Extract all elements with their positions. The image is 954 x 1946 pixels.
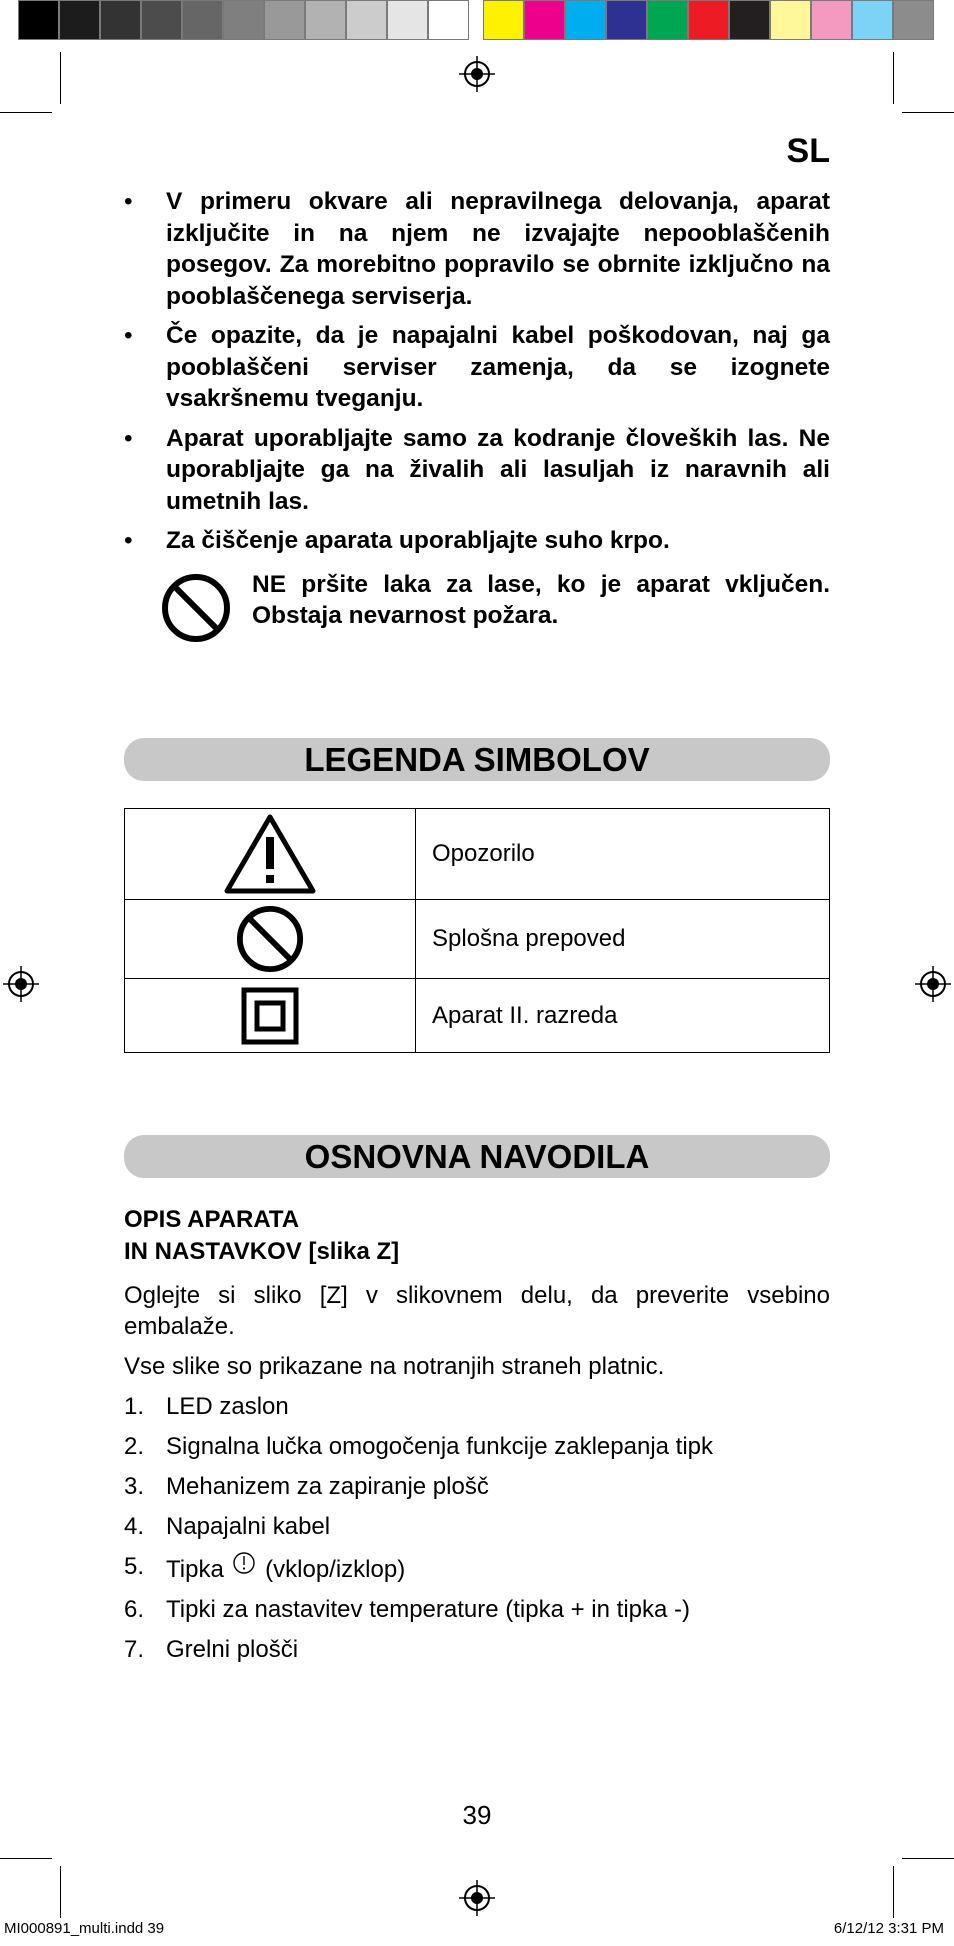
list-item [124, 525, 830, 557]
color-swatch [565, 0, 606, 40]
color-swatch [59, 0, 100, 40]
bullet-text: Če opazite, da je napajalni kabel poškodovan, naj ga pooblaščeni serviser zamenja, da se izognete vsakršnemu tveganju. [166, 322, 830, 412]
table-row [125, 900, 830, 979]
bullet-dot: • [124, 188, 133, 215]
symbol-label: Splošna prepoved [416, 900, 830, 979]
list-item [124, 186, 830, 312]
registration-mark-icon [459, 56, 495, 92]
subheading [124, 1204, 830, 1268]
color-swatch [264, 0, 305, 40]
symbol-cell [125, 979, 416, 1053]
crop-mark [902, 112, 954, 113]
registration-mark-icon [459, 1880, 495, 1916]
color-swatch [346, 0, 387, 40]
list-item-text: Tipki za nastavitev temperature (tipka + in tipka -) [166, 1596, 690, 1623]
color-swatch [770, 0, 811, 40]
color-swatch [647, 0, 688, 40]
legend-section-title: LEGENDA SIMBOLOV [124, 738, 830, 781]
warning-triangle-icon [222, 811, 318, 897]
list-item-text: Tipka [166, 1556, 224, 1583]
color-swatch [524, 0, 565, 40]
color-swatch [606, 0, 647, 40]
power-icon [232, 1551, 256, 1575]
color-swatch [387, 0, 428, 40]
color-swatch [893, 0, 934, 40]
prohibition-note-text: NE pršite laka za lase, ko je aparat vključen. Obstaja nevarnost požara. [252, 570, 830, 629]
class-ii-double-square-icon [241, 987, 299, 1045]
registration-mark-icon [3, 966, 39, 1002]
crop-mark [60, 52, 61, 104]
table-row [125, 809, 830, 900]
list-item: 3. Mehanizem za zapiranje plošč [124, 1473, 489, 1500]
symbol-legend-table [124, 808, 830, 1053]
list-item: 5. Tipka (vklop/izklop) [124, 1553, 406, 1583]
prohibition-icon [160, 572, 232, 644]
bullet-dot: • [124, 527, 133, 554]
list-item: 4. Napajalni kabel [124, 1513, 331, 1540]
crop-mark [0, 1858, 52, 1859]
list-item [124, 320, 830, 415]
crop-mark [893, 1866, 894, 1918]
list-item: 7. Grelni plošči [124, 1636, 299, 1663]
paragraph: Oglejte si sliko [Z] v slikovnem delu, da preverite vsebino embalaže. [124, 1282, 830, 1340]
gray-color-bar [18, 0, 469, 42]
bullet-text: Aparat uporabljajte samo za kodranje človeških las. Ne uporabljajte ga na živalih ali lasuljah iz naravnih ali umetnih las. [166, 424, 830, 515]
color-swatch [182, 0, 223, 40]
symbol-cell [125, 900, 416, 979]
bullet-text: Za čiščenje aparata uporabljajte suho krpo. [166, 527, 670, 554]
crop-mark [0, 112, 52, 113]
basic-section-title: OSNOVNA NAVODILA [124, 1135, 830, 1178]
color-swatch [223, 0, 264, 40]
crop-mark [60, 1866, 61, 1918]
safety-bullets [124, 186, 830, 644]
registration-mark-icon [915, 966, 951, 1002]
prohibition-icon [235, 904, 305, 974]
subheading-line: IN NASTAVKOV [slika Z] [124, 1238, 400, 1265]
table-row [125, 979, 830, 1053]
color-swatch [811, 0, 852, 40]
paragraph: Vse slike so prikazane na notranjih straneh platnic. [124, 1353, 665, 1380]
footer-date: 6/12/12 3:31 PM [833, 1920, 944, 1937]
color-swatch [852, 0, 893, 40]
prohibition-note [124, 569, 830, 644]
subheading-line: OPIS APARATA [124, 1206, 300, 1233]
list-item-text: Mehanizem za zapiranje plošč [166, 1473, 489, 1500]
symbol-label: Opozorilo [416, 809, 830, 900]
list-item: 6. Tipki za nastavitev temperature (tipka + in tipka -) [124, 1596, 690, 1623]
list-item-text: Signalna lučka omogočenja funkcije zaklepanja tipk [166, 1433, 714, 1460]
list-item-text: Grelni plošči [166, 1636, 299, 1663]
symbol-cell [125, 809, 416, 900]
color-swatch [688, 0, 729, 40]
color-swatch [141, 0, 182, 40]
color-swatch [428, 0, 469, 40]
color-swatch [305, 0, 346, 40]
list-item: 2. Signalna lučka omogočenja funkcije zaklepanja tipk [124, 1433, 714, 1460]
bullet-dot: • [124, 322, 133, 349]
bullet-text: V primeru okvare ali nepravilnega delovanja, aparat izključite in na njem ne izvajajte nepooblaščenih posegov. Za morebitno popravilo se obrnite izključno na pooblaščenega serviserja. [166, 188, 830, 310]
crop-mark [902, 1858, 954, 1859]
bullet-dot: • [124, 424, 133, 452]
process-color-bar [483, 0, 934, 42]
page-number: 39 [462, 1800, 492, 1830]
device-description-section [124, 1204, 830, 1674]
footer-file-info: MI000891_multi.indd 39 [4, 1920, 165, 1937]
list-item: 1. LED zaslon [124, 1393, 289, 1420]
crop-mark [893, 52, 894, 104]
color-swatch [18, 0, 59, 40]
list-item-text: (vklop/izklop) [265, 1556, 406, 1583]
parts-list [124, 1391, 830, 1665]
list-item-text: LED zaslon [166, 1393, 289, 1420]
language-code: SL [786, 132, 830, 170]
list-item-text: Napajalni kabel [166, 1513, 331, 1540]
color-swatch [483, 0, 524, 40]
color-swatch [100, 0, 141, 40]
symbol-label: Aparat II. razreda [416, 979, 830, 1053]
list-item [124, 423, 830, 518]
color-swatch [729, 0, 770, 40]
